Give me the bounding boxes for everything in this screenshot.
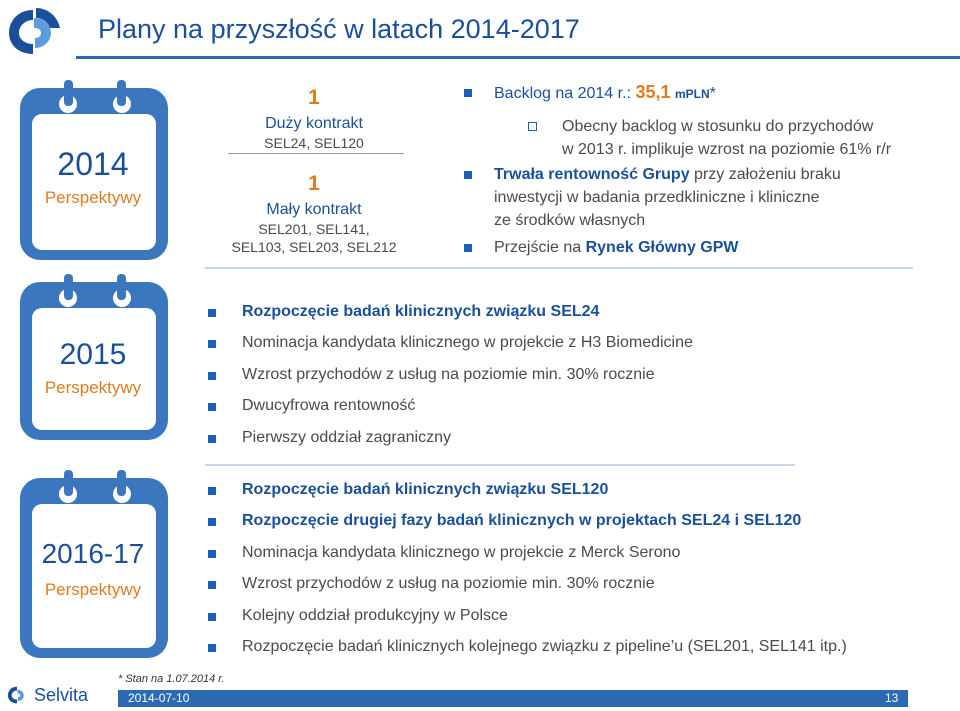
market-prefix: Przejście na xyxy=(494,239,586,256)
section-year: 2014 xyxy=(57,146,129,182)
backlog-subpoint xyxy=(562,115,891,161)
square-bullet-icon xyxy=(464,244,472,252)
square-bullet-icon xyxy=(208,403,216,411)
list-item: Nominacja kandydata klinicznego w projekcie z H3 Biomedicine xyxy=(242,334,693,351)
subpoint-line: w 2013 r. implikuje wzrost na poziomie 61% r/r xyxy=(562,141,892,158)
list-item: Wzrost przychodów z usług na poziomie min. 30% rocznie xyxy=(242,366,655,383)
section-separator xyxy=(205,267,913,269)
title-rule xyxy=(76,56,960,59)
section-label: Perspektywy xyxy=(44,188,142,207)
list-item: Kolejny oddział produkcyjny w Polsce xyxy=(242,607,508,624)
backlog-star: * xyxy=(709,85,716,102)
contract-codes: SEL24, SEL120 xyxy=(264,135,364,151)
subpoint-line: Obecny backlog w stosunku do przychodów xyxy=(562,118,874,135)
profitability-point xyxy=(494,163,841,232)
contract-codes: SEL201, SEL141, xyxy=(258,221,370,237)
backlog-prefix: Backlog na 2014 r.: xyxy=(494,85,636,102)
list-item: Rozpoczęcie badań klinicznych związku SEL120 xyxy=(242,481,609,498)
square-bullet-icon xyxy=(208,644,216,652)
contract-large xyxy=(218,86,410,152)
market-bold: Rynek Główny GPW xyxy=(585,239,739,256)
square-bullet-icon xyxy=(208,340,216,348)
square-bullet-icon xyxy=(464,89,472,97)
list-item: Pierwszy oddział zagraniczny xyxy=(242,429,451,446)
list-item: Rozpoczęcie badań klinicznych związku SEL24 xyxy=(242,303,600,320)
contract-count: 1 xyxy=(308,172,320,195)
selvita-logo-icon xyxy=(4,6,62,58)
contract-count: 1 xyxy=(308,86,320,109)
list-item: Dwucyfrowa rentowność xyxy=(242,397,416,414)
profit-bold: Trwała rentowność Grupy xyxy=(494,166,690,183)
list-item: Nominacja kandydata klinicznego w projekcie z Merck Serono xyxy=(242,544,681,561)
page-title: Plany na przyszłość w latach 2014-2017 xyxy=(98,14,580,44)
list-item: Wzrost przychodów z usług na poziomie min. 30% rocznie xyxy=(242,575,655,592)
square-bullet-icon xyxy=(208,372,216,380)
profit-line: inwestycji w badania przedkliniczne i kliniczne xyxy=(494,189,820,206)
contract-small xyxy=(218,172,410,256)
selvita-logo-icon xyxy=(6,684,28,706)
contract-codes: SEL103, SEL203, SEL212 xyxy=(231,239,397,255)
square-bullet-icon xyxy=(464,171,472,179)
square-bullet-icon xyxy=(528,122,537,131)
section-separator xyxy=(205,464,795,466)
calendar-2016-17 xyxy=(10,468,176,664)
section-year: 2016-17 xyxy=(41,538,145,569)
profit-line: ze środków własnych xyxy=(494,212,646,229)
backlog-point xyxy=(494,81,716,106)
contract-divider xyxy=(228,153,404,154)
section-year: 2015 xyxy=(59,338,127,371)
footnote: * Stan na 1.07.2014 r. xyxy=(118,673,225,685)
list-item: Rozpoczęcie drugiej fazy badań klinicznych w projektach SEL24 i SEL120 xyxy=(242,512,802,529)
square-bullet-icon xyxy=(208,487,216,495)
backlog-value: 35,1 xyxy=(635,82,671,102)
backlog-unit: mPLN xyxy=(674,87,710,101)
square-bullet-icon xyxy=(208,518,216,526)
contract-name: Mały kontrakt xyxy=(266,201,362,218)
footer-date: 2014-07-10 xyxy=(128,691,190,705)
section-label: Perspektywy xyxy=(44,378,142,397)
square-bullet-icon xyxy=(208,613,216,621)
section-label: Perspektywy xyxy=(44,580,142,599)
profit-rest: przy założeniu braku xyxy=(689,166,841,183)
market-point xyxy=(494,236,739,259)
list-item: Rozpoczęcie badań klinicznych kolejnego związku z pipeline’u (SEL201, SEL141 itp.) xyxy=(242,638,847,655)
square-bullet-icon xyxy=(208,435,216,443)
square-bullet-icon xyxy=(208,581,216,589)
contract-name: Duży kontrakt xyxy=(265,115,363,132)
page-number: 13 xyxy=(885,691,899,705)
calendar-2014 xyxy=(10,78,176,268)
square-bullet-icon xyxy=(208,309,216,317)
calendar-2015 xyxy=(10,272,176,446)
brand-logo xyxy=(6,683,88,707)
brand-name: Selvita xyxy=(34,684,89,705)
footer-bar xyxy=(118,690,908,707)
square-bullet-icon xyxy=(208,550,216,558)
